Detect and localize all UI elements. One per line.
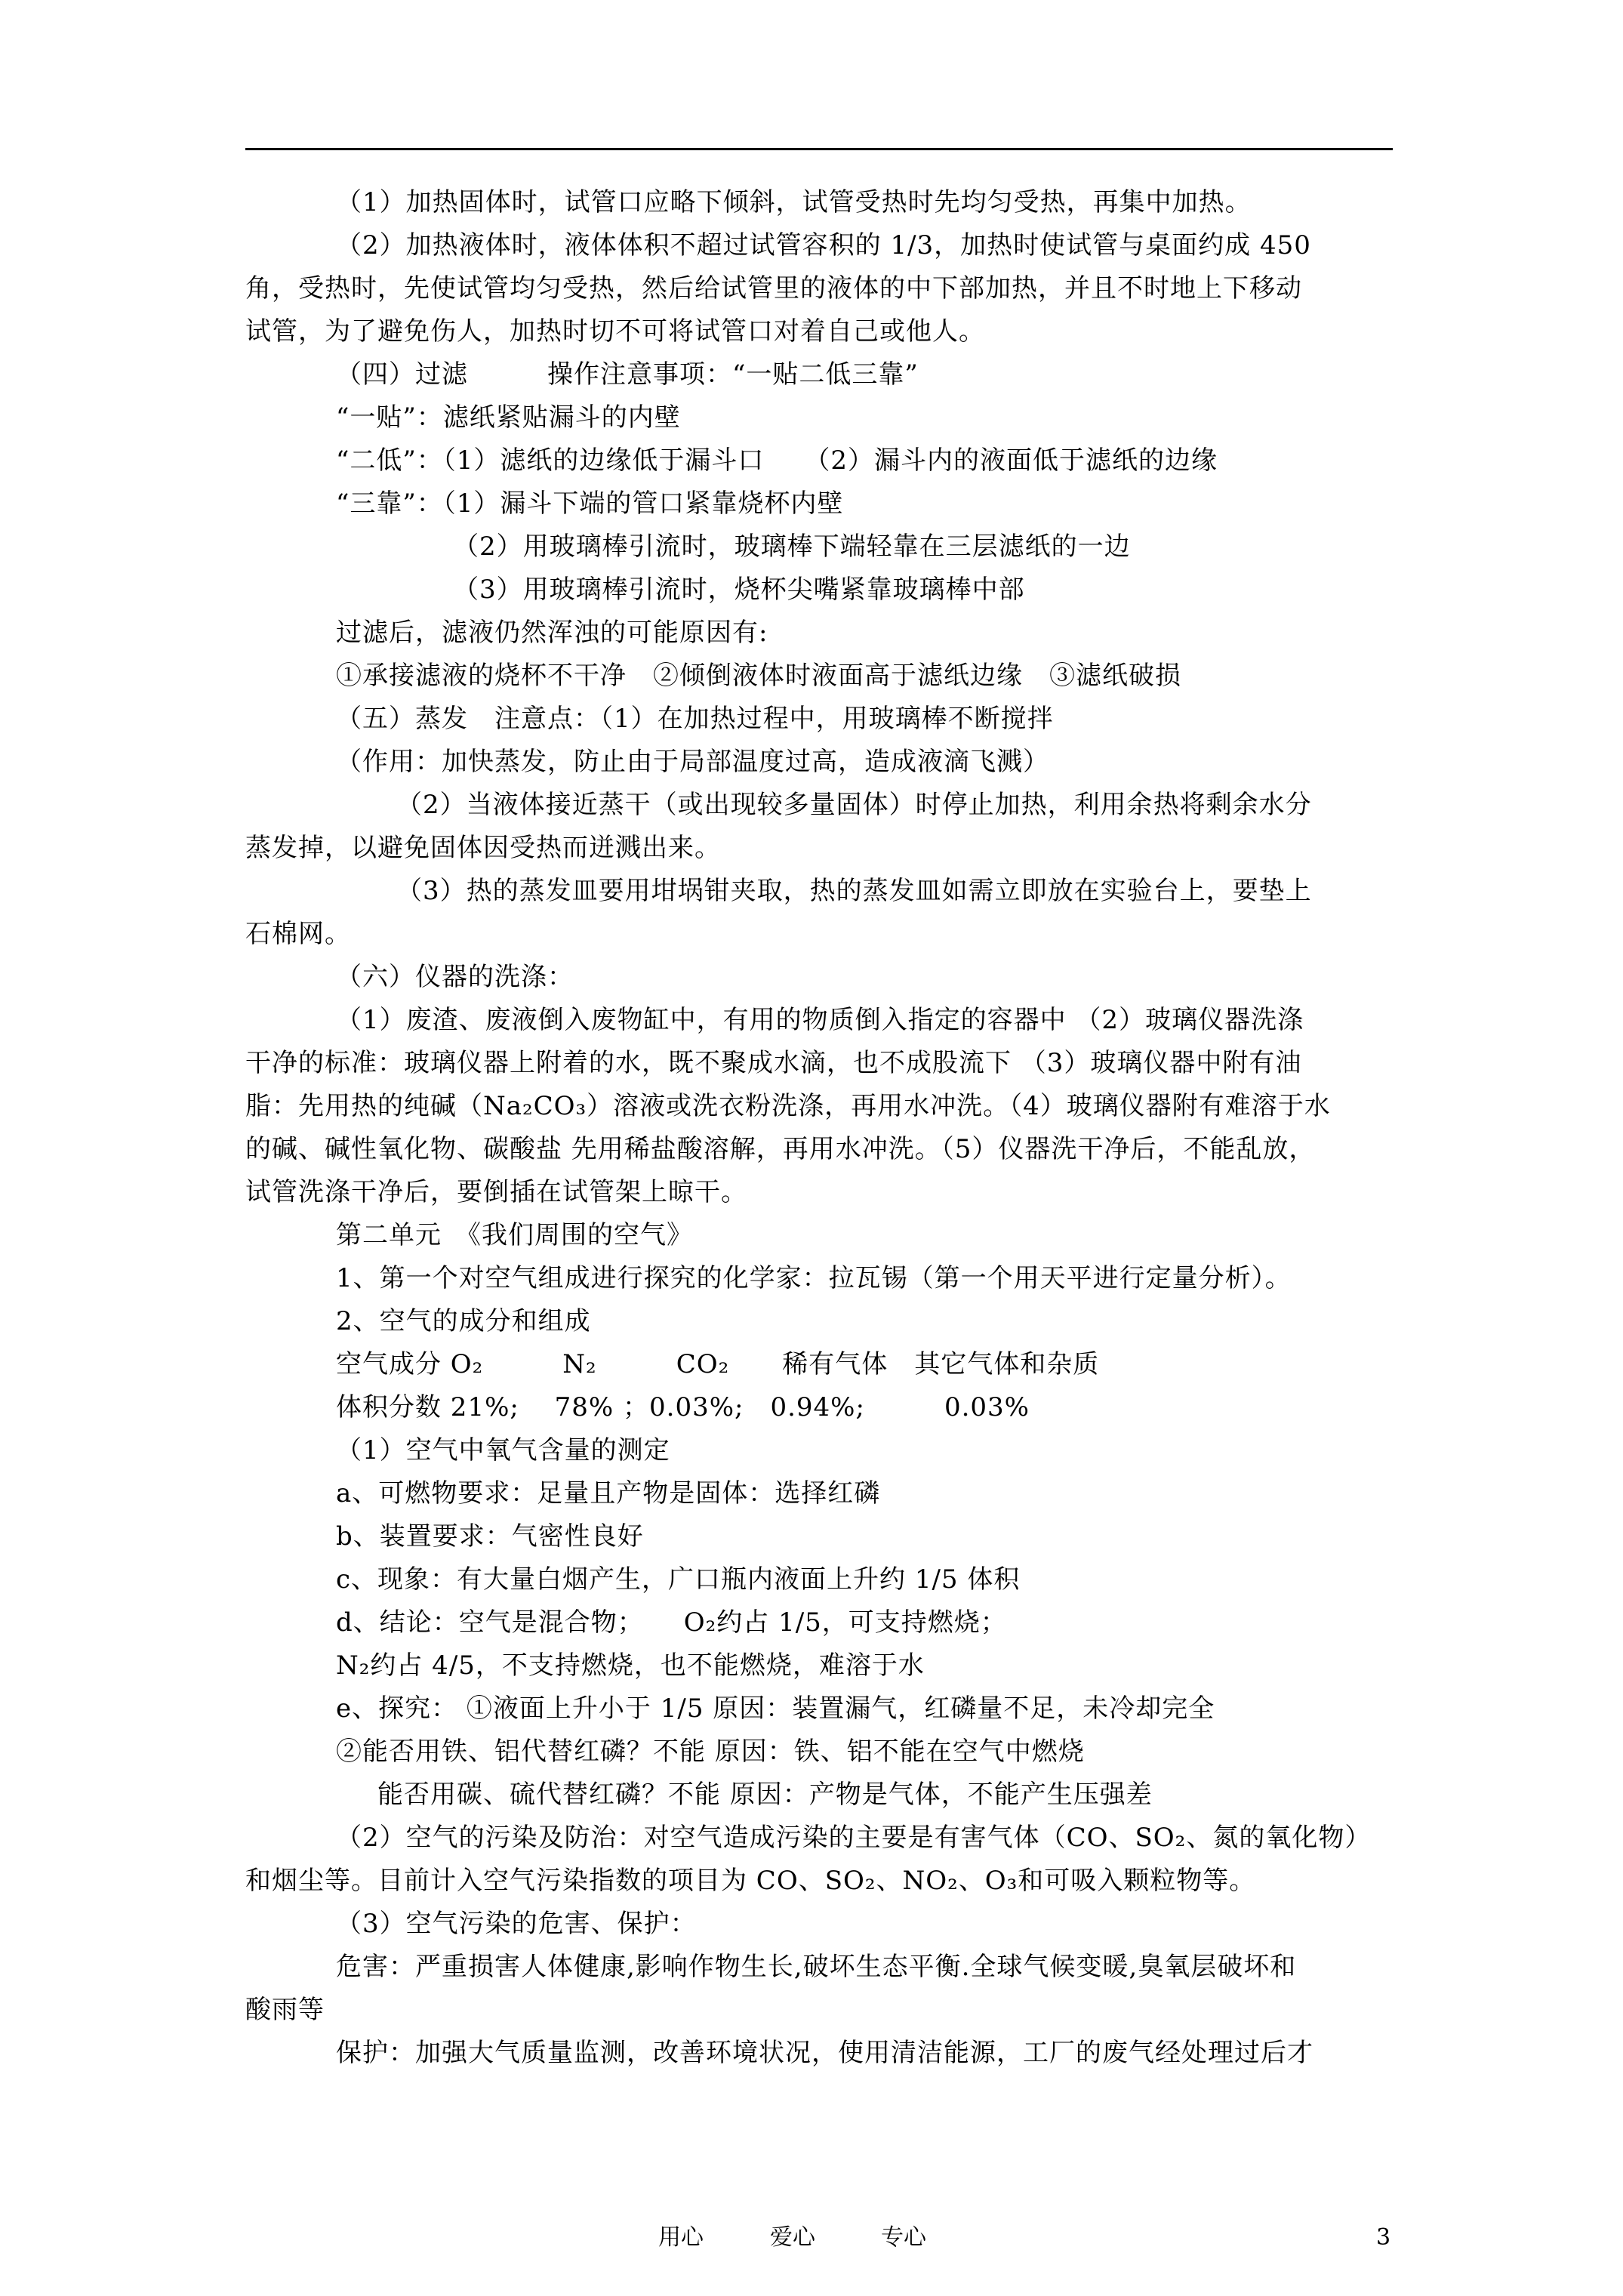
text-line: （2）空气的污染及防治：对空气造成污染的主要是有害气体（CO、SO₂、氮的氧化物） (336, 1823, 1372, 1853)
text-line: （1）废渣、废液倒入废物缸中，有用的物质倒入指定的容器中 （2）玻璃仪器洗涤 (336, 1005, 1304, 1035)
text-line: （六）仪器的洗涤： (336, 962, 574, 992)
text-line: 试管洗涤干净后，要倒插在试管架上晾干。 (245, 1177, 747, 1207)
text-line: 干净的标准：玻璃仪器上附着的水，既不聚成水滴，也不成股流下 （3）玻璃仪器中附有油 (245, 1048, 1302, 1078)
text-line: （3）用玻璃棒引流时，烧杯尖嘴紧靠玻璃棒中部 (453, 575, 1025, 605)
text-line: 石棉网。 (245, 919, 351, 949)
text-line: b、装置要求：气密性良好 (336, 1521, 644, 1552)
text-line: N₂约占 4/5，不支持燃烧，也不能燃烧，难溶于水 (336, 1650, 925, 1681)
text-line: d、结论：空气是混合物； O₂约占 1/5，可支持燃烧； (336, 1607, 1007, 1638)
text-line: 蒸发掉，以避免固体因受热而迸溅出来。 (245, 833, 721, 863)
text-line: 角，受热时，先使试管均匀受热，然后给试管里的液体的中下部加热，并且不时地上下移动 (245, 273, 1302, 304)
text-line: e、探究： ①液面上升小于 1/5 原因：装置漏气，红磷量不足，未冷却完全 (336, 1693, 1215, 1724)
text-line: （2）加热液体时，液体体积不超过试管容积的 1/3，加热时使试管与桌面约成 450 (336, 230, 1311, 260)
text-line: 空气成分 O₂ N₂ CO₂ 稀有气体 其它气体和杂质 (336, 1349, 1100, 1379)
text-line: 酸雨等 (245, 1995, 325, 2025)
footer-motto-1: 用心 (658, 2224, 704, 2251)
text-line: 过滤后，滤液仍然浑浊的可能原因有: (336, 618, 768, 648)
text-line: 能否用碳、硫代替红磷？不能 原因：产物是气体，不能产生压强差 (377, 1780, 1153, 1810)
text-line: 保护：加强大气质量监测，改善环境状况，使用清洁能源，工厂的废气经处理过后才 (336, 2038, 1313, 2068)
text-line: 1、第一个对空气组成进行探究的化学家：拉瓦锡（第一个用天平进行定量分析）。 (336, 1263, 1292, 1293)
text-line: 和烟尘等。目前计入空气污染指数的项目为 CO、SO₂、NO₂、O₃和可吸入颗粒物等。 (245, 1866, 1256, 1896)
text-line: “一贴”：滤纸紧贴漏斗的内壁 (336, 402, 681, 433)
text-line: （3）空气污染的危害、保护： (336, 1909, 697, 1939)
text-line: 脂：先用热的纯碱（Na₂CO₃）溶液或洗衣粉洗涤，再用水冲洗。（4）玻璃仪器附有难溶于水 (245, 1091, 1331, 1121)
text-line: （四）过滤 操作注意事项：“一贴二低三靠” (336, 359, 919, 390)
text-line: “二低”：（1）滤纸的边缘低于漏斗口 （2）漏斗内的液面低于滤纸的边缘 (336, 445, 1218, 476)
text-line: 第二单元 《我们周围的空气》 (336, 1220, 693, 1250)
text-line: ①承接滤液的烧杯不干净 ②倾倒液体时液面高于滤纸边缘 ③滤纸破损 (336, 661, 1181, 691)
text-line: 体积分数 21%; 78% ；0.03%; 0.94%; 0.03% (336, 1392, 1030, 1422)
text-line: （1）空气中氧气含量的测定 (336, 1435, 670, 1465)
text-line: c、现象：有大量白烟产生，广口瓶内液面上升约 1/5 体积 (336, 1564, 1021, 1595)
text-line: （3）热的蒸发皿要用坩埚钳夹取，热的蒸发皿如需立即放在实验台上，要垫上 (396, 876, 1312, 906)
header-rule (245, 148, 1393, 150)
text-line: a、可燃物要求：足量且产物是固体：选择红磷 (336, 1478, 881, 1509)
text-line: 2、空气的成分和组成 (336, 1306, 591, 1336)
text-line: （1）加热固体时，试管口应略下倾斜，试管受热时先均匀受热，再集中加热。 (336, 187, 1252, 217)
text-line: 的碱、碱性氧化物、碳酸盐 先用稀盐酸溶解，再用水冲洗。（5）仪器洗干净后，不能乱放， (245, 1134, 1316, 1164)
page-number: 3 (1376, 2224, 1391, 2251)
text-line: （2）当液体接近蒸干（或出现较多量固体）时停止加热，利用余热将剩余水分 (396, 790, 1312, 820)
footer-motto-3: 专心 (881, 2224, 926, 2251)
text-line: ②能否用铁、铝代替红磷？不能 原因：铁、铝不能在空气中燃烧 (336, 1737, 1085, 1767)
text-line: 试管，为了避免伤人，加热时切不可将试管口对着自己或他人。 (245, 316, 985, 347)
text-line: （五）蒸发 注意点：（1）在加热过程中，用玻璃棒不断搅拌 (336, 704, 1054, 734)
text-line: （2）用玻璃棒引流时，玻璃棒下端轻靠在三层滤纸的一边 (453, 532, 1131, 562)
text-line: （作用：加快蒸发，防止由于局部温度过高，造成液滴飞溅） (336, 747, 1049, 777)
footer-motto-2: 爱心 (770, 2224, 815, 2251)
text-line: 危害：严重损害人体健康,影响作物生长,破坏生态平衡.全球气候变暖,臭氧层破坏和 (336, 1952, 1297, 1982)
text-line: “三靠”：（1）漏斗下端的管口紧靠烧杯内壁 (336, 488, 844, 519)
